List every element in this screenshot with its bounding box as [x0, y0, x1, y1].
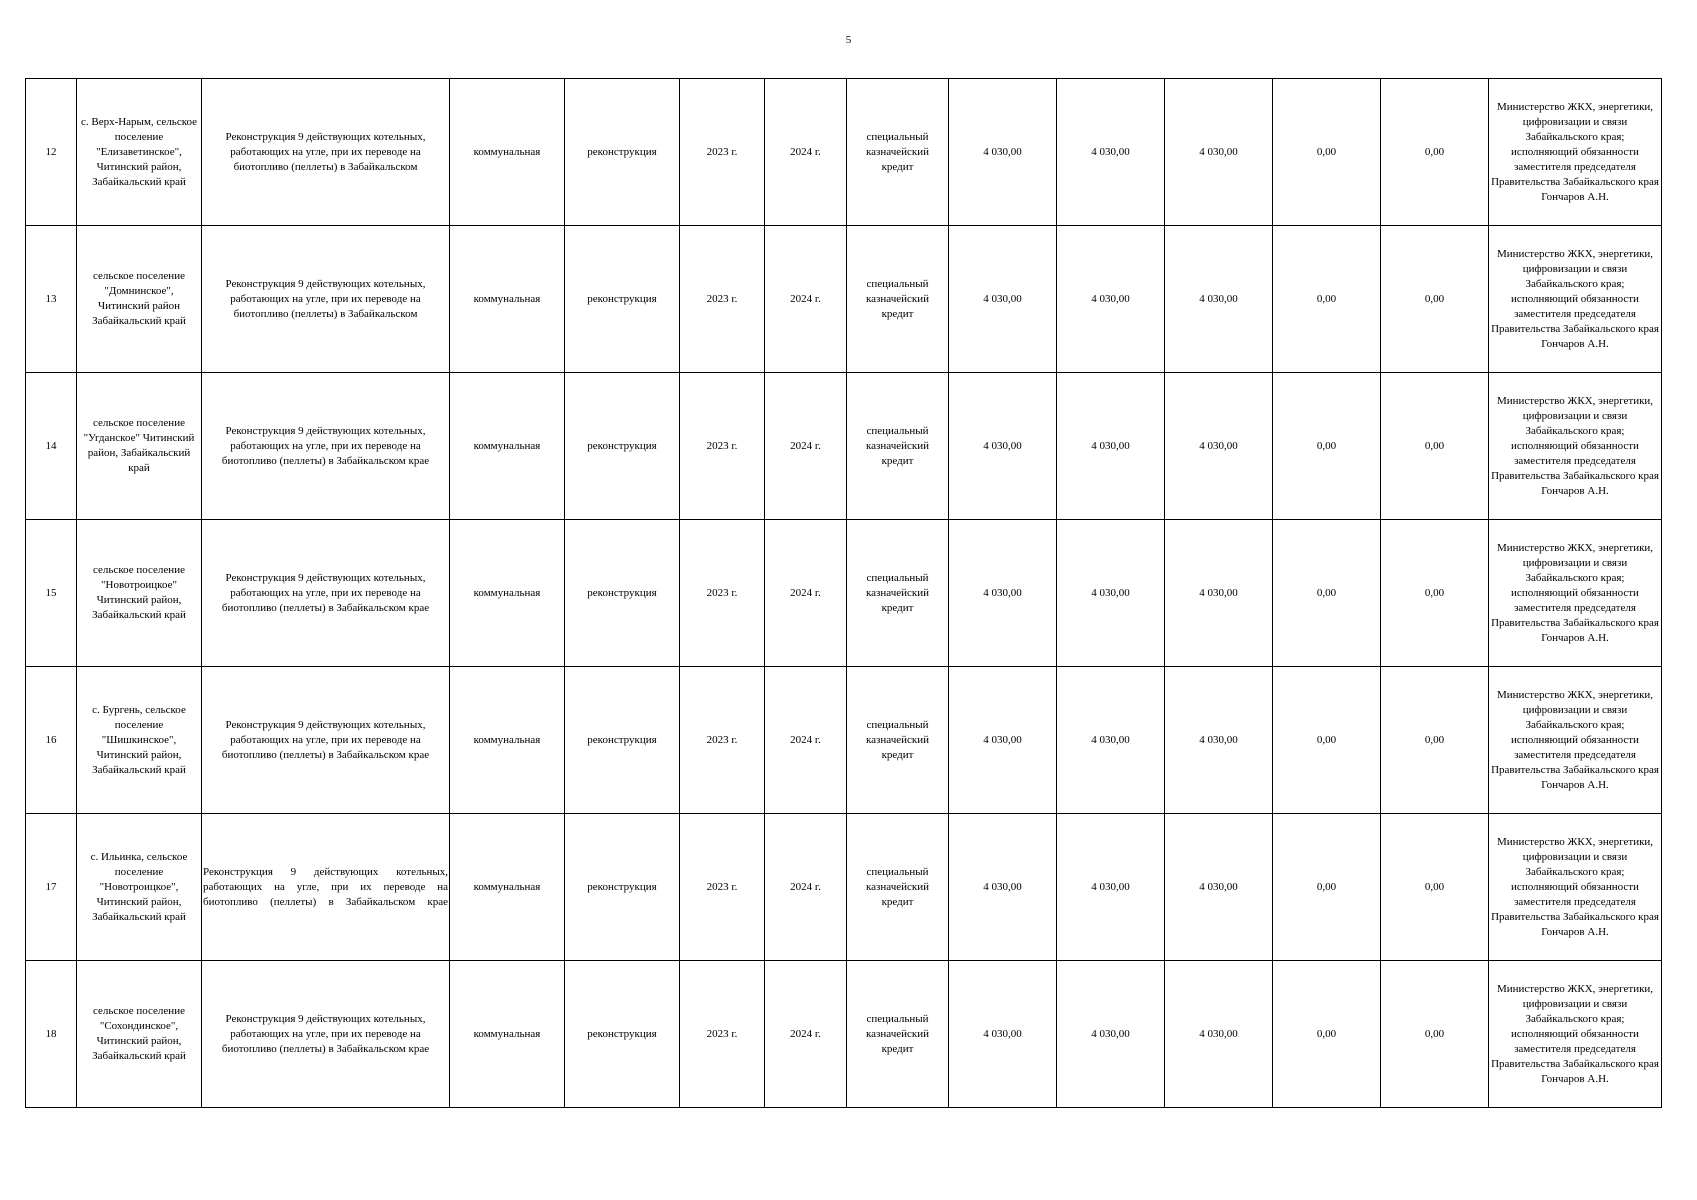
amount-2-cell: 4 030,00 [1057, 961, 1165, 1108]
description-cell: Реконструкция 9 действующих котельных, работающих на угле, при их переводе на биотопливо (пеллеты) в Забайкальском [202, 226, 450, 373]
amount-3-cell: 4 030,00 [1165, 373, 1273, 520]
amount-5-cell: 0,00 [1381, 667, 1489, 814]
funding-source-cell: специальный казначейский кредит [847, 520, 949, 667]
table-row [26, 667, 1662, 814]
funding-source-cell: специальный казначейский кредит [847, 814, 949, 961]
row-number-cell: 17 [26, 814, 77, 961]
description-cell: Реконструкция 9 действующих котельных, работающих на угле, при их переводе на биотопливо (пеллеты) в Забайкальском крае [202, 961, 450, 1108]
amount-4-cell: 0,00 [1273, 226, 1381, 373]
table-row [26, 814, 1662, 961]
sphere-cell: коммунальная [450, 79, 565, 226]
amount-2-cell: 4 030,00 [1057, 373, 1165, 520]
location-cell: сельское поселение "Угданское" Читинский район, Забайкальский край [77, 373, 202, 520]
sphere-cell: коммунальная [450, 226, 565, 373]
description-cell: Реконструкция 9 действующих котельных, работающих на угле, при их переводе на биотопливо (пеллеты) в Забайкальском крае [202, 814, 450, 961]
amount-2-cell: 4 030,00 [1057, 226, 1165, 373]
responsible-cell: Министерство ЖКХ, энергетики, цифровизации и связи Забайкальского края; исполняющий обязанности заместителя председателя Правительства Забайкальского края Гончаров А.Н. [1489, 79, 1662, 226]
work-type-cell: реконструкция [565, 373, 680, 520]
sphere-cell: коммунальная [450, 373, 565, 520]
description-cell: Реконструкция 9 действующих котельных, работающих на угле, при их переводе на биотопливо (пеллеты) в Забайкальском крае [202, 373, 450, 520]
work-type-cell: реконструкция [565, 79, 680, 226]
responsible-cell: Министерство ЖКХ, энергетики, цифровизации и связи Забайкальского края; исполняющий обязанности заместителя председателя Правительства Забайкальского края Гончаров А.Н. [1489, 961, 1662, 1108]
amount-3-cell: 4 030,00 [1165, 520, 1273, 667]
end-year-cell: 2024 г. [765, 226, 847, 373]
start-year-cell: 2023 г. [680, 814, 765, 961]
start-year-cell: 2023 г. [680, 520, 765, 667]
end-year-cell: 2024 г. [765, 520, 847, 667]
row-number-cell: 18 [26, 961, 77, 1108]
description-cell: Реконструкция 9 действующих котельных, работающих на угле, при их переводе на биотопливо (пеллеты) в Забайкальском крае [202, 520, 450, 667]
amount-total-cell: 4 030,00 [949, 373, 1057, 520]
amount-3-cell: 4 030,00 [1165, 961, 1273, 1108]
page-number: 5 [845, 34, 852, 46]
row-number-cell: 13 [26, 226, 77, 373]
location-cell: с. Бургень, сельское поселение "Шишкинское", Читинский район, Забайкальский край [77, 667, 202, 814]
amount-5-cell: 0,00 [1381, 520, 1489, 667]
work-type-cell: реконструкция [565, 520, 680, 667]
amount-2-cell: 4 030,00 [1057, 667, 1165, 814]
location-cell: сельское поселение "Домнинское", Читинский район Забайкальский край [77, 226, 202, 373]
table-row [26, 79, 1662, 226]
amount-5-cell: 0,00 [1381, 79, 1489, 226]
responsible-cell: Министерство ЖКХ, энергетики, цифровизации и связи Забайкальского края; исполняющий обязанности заместителя председателя Правительства Забайкальского края Гончаров А.Н. [1489, 373, 1662, 520]
amount-total-cell: 4 030,00 [949, 79, 1057, 226]
work-type-cell: реконструкция [565, 667, 680, 814]
work-type-cell: реконструкция [565, 961, 680, 1108]
amount-total-cell: 4 030,00 [949, 667, 1057, 814]
row-number-cell: 12 [26, 79, 77, 226]
amount-5-cell: 0,00 [1381, 226, 1489, 373]
amount-4-cell: 0,00 [1273, 520, 1381, 667]
location-cell: с. Ильинка, сельское поселение "Новотроицкое", Читинский район, Забайкальский край [77, 814, 202, 961]
row-number-cell: 16 [26, 667, 77, 814]
amount-4-cell: 0,00 [1273, 373, 1381, 520]
start-year-cell: 2023 г. [680, 961, 765, 1108]
amount-total-cell: 4 030,00 [949, 814, 1057, 961]
table-row [26, 373, 1662, 520]
table-row [26, 961, 1662, 1108]
amount-3-cell: 4 030,00 [1165, 814, 1273, 961]
amount-5-cell: 0,00 [1381, 961, 1489, 1108]
amount-4-cell: 0,00 [1273, 814, 1381, 961]
location-cell: с. Верх-Нарым, сельское поселение "Елизаветинское", Читинский район, Забайкальский край [77, 79, 202, 226]
sphere-cell: коммунальная [450, 814, 565, 961]
responsible-cell: Министерство ЖКХ, энергетики, цифровизации и связи Забайкальского края; исполняющий обязанности заместителя председателя Правительства Забайкальского края Гончаров А.Н. [1489, 814, 1662, 961]
work-type-cell: реконструкция [565, 226, 680, 373]
end-year-cell: 2024 г. [765, 373, 847, 520]
amount-4-cell: 0,00 [1273, 667, 1381, 814]
funding-source-cell: специальный казначейский кредит [847, 373, 949, 520]
amount-2-cell: 4 030,00 [1057, 520, 1165, 667]
description-cell: Реконструкция 9 действующих котельных, работающих на угле, при их переводе на биотопливо (пеллеты) в Забайкальском крае [202, 667, 450, 814]
funding-source-cell: специальный казначейский кредит [847, 667, 949, 814]
amount-3-cell: 4 030,00 [1165, 226, 1273, 373]
amount-4-cell: 0,00 [1273, 961, 1381, 1108]
table-row [26, 520, 1662, 667]
start-year-cell: 2023 г. [680, 226, 765, 373]
amount-2-cell: 4 030,00 [1057, 814, 1165, 961]
responsible-cell: Министерство ЖКХ, энергетики, цифровизации и связи Забайкальского края; исполняющий обязанности заместителя председателя Правительства Забайкальского края Гончаров А.Н. [1489, 226, 1662, 373]
end-year-cell: 2024 г. [765, 961, 847, 1108]
funding-source-cell: специальный казначейский кредит [847, 79, 949, 226]
amount-3-cell: 4 030,00 [1165, 667, 1273, 814]
location-cell: сельское поселение "Сохондинское", Читинский район, Забайкальский край [77, 961, 202, 1108]
sphere-cell: коммунальная [450, 667, 565, 814]
start-year-cell: 2023 г. [680, 79, 765, 226]
responsible-cell: Министерство ЖКХ, энергетики, цифровизации и связи Забайкальского края; исполняющий обязанности заместителя председателя Правительства Забайкальского края Гончаров А.Н. [1489, 520, 1662, 667]
start-year-cell: 2023 г. [680, 373, 765, 520]
work-type-cell: реконструкция [565, 814, 680, 961]
amount-3-cell: 4 030,00 [1165, 79, 1273, 226]
amount-total-cell: 4 030,00 [949, 961, 1057, 1108]
amount-4-cell: 0,00 [1273, 79, 1381, 226]
row-number-cell: 14 [26, 373, 77, 520]
table-row [26, 226, 1662, 373]
projects-table [25, 78, 1662, 1108]
end-year-cell: 2024 г. [765, 667, 847, 814]
amount-2-cell: 4 030,00 [1057, 79, 1165, 226]
location-cell: сельское поселение "Новотроицкое" Читинский район, Забайкальский край [77, 520, 202, 667]
description-cell: Реконструкция 9 действующих котельных, работающих на угле, при их переводе на биотопливо (пеллеты) в Забайкальском [202, 79, 450, 226]
amount-5-cell: 0,00 [1381, 814, 1489, 961]
sphere-cell: коммунальная [450, 520, 565, 667]
row-number-cell: 15 [26, 520, 77, 667]
funding-source-cell: специальный казначейский кредит [847, 226, 949, 373]
end-year-cell: 2024 г. [765, 79, 847, 226]
responsible-cell: Министерство ЖКХ, энергетики, цифровизации и связи Забайкальского края; исполняющий обязанности заместителя председателя Правительства Забайкальского края Гончаров А.Н. [1489, 667, 1662, 814]
start-year-cell: 2023 г. [680, 667, 765, 814]
end-year-cell: 2024 г. [765, 814, 847, 961]
amount-total-cell: 4 030,00 [949, 226, 1057, 373]
amount-total-cell: 4 030,00 [949, 520, 1057, 667]
amount-5-cell: 0,00 [1381, 373, 1489, 520]
funding-source-cell: специальный казначейский кредит [847, 961, 949, 1108]
sphere-cell: коммунальная [450, 961, 565, 1108]
